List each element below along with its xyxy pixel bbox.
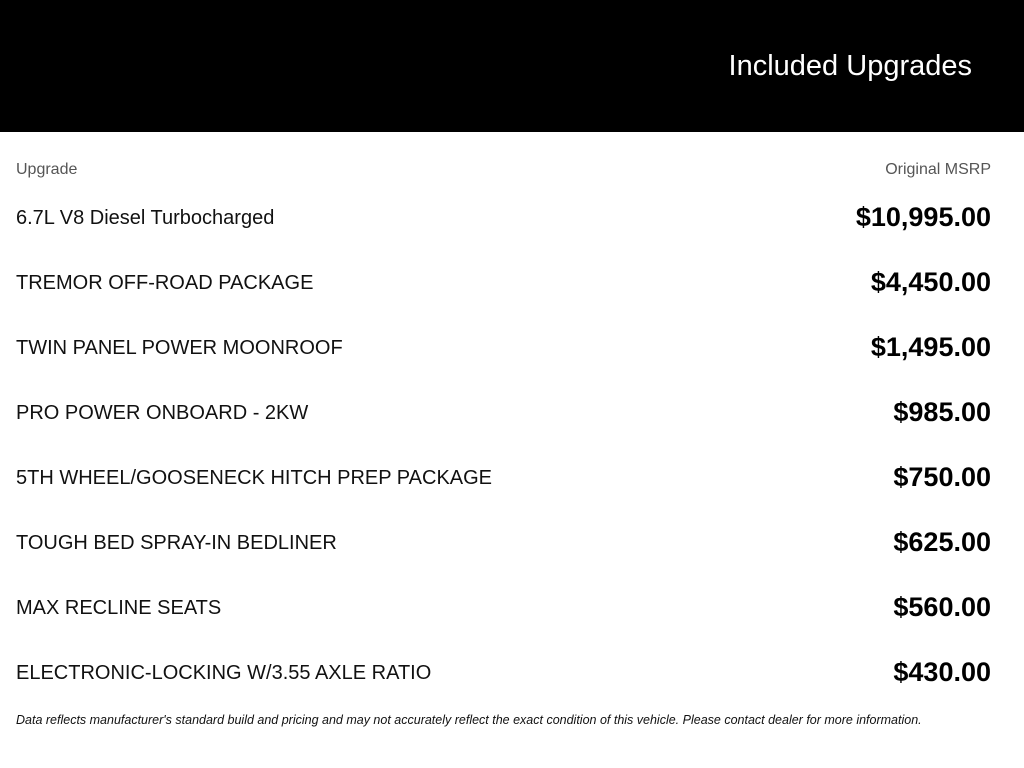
column-header-msrp: Original MSRP: [885, 161, 991, 178]
upgrade-row: [0, 380, 1024, 445]
header-banner: [0, 0, 1024, 132]
upgrade-row: [0, 185, 1024, 250]
upgrade-row: [0, 510, 1024, 575]
upgrade-row: [0, 575, 1024, 640]
upgrade-name: TREMOR OFF-ROAD PACKAGE: [16, 272, 314, 294]
upgrade-row: [0, 640, 1024, 705]
upgrade-name: TWIN PANEL POWER MOONROOF: [16, 337, 343, 359]
upgrade-row: [0, 250, 1024, 315]
upgrade-name: PRO POWER ONBOARD - 2KW: [16, 402, 309, 424]
upgrade-price: $430.00: [893, 657, 991, 687]
upgrade-name: TOUGH BED SPRAY-IN BEDLINER: [16, 532, 337, 554]
page-title: Included Upgrades: [728, 50, 972, 82]
upgrade-price: $4,450.00: [870, 267, 991, 297]
upgrade-row: [0, 445, 1024, 510]
upgrades-list: [0, 185, 1024, 705]
upgrade-price: $625.00: [893, 527, 991, 557]
upgrade-price: $560.00: [893, 592, 991, 622]
upgrade-row: [0, 315, 1024, 380]
upgrade-price: $750.00: [893, 462, 991, 492]
upgrade-price: $10,995.00: [855, 202, 991, 232]
upgrade-name: ELECTRONIC-LOCKING W/3.55 AXLE RATIO: [16, 662, 432, 684]
upgrade-name: 5TH WHEEL/GOOSENECK HITCH PREP PACKAGE: [16, 467, 493, 489]
upgrade-price: $985.00: [893, 397, 991, 427]
upgrade-name: 6.7L V8 Diesel Turbocharged: [16, 207, 275, 229]
upgrade-price: $1,495.00: [870, 332, 991, 362]
disclaimer-text: Data reflects manufacturer's standard build and pricing and may not accurately reflect the exact condition of this vehicle. Please contact dealer for more information.: [16, 713, 922, 727]
column-header-upgrade: Upgrade: [16, 161, 78, 178]
upgrade-name: MAX RECLINE SEATS: [16, 597, 222, 619]
